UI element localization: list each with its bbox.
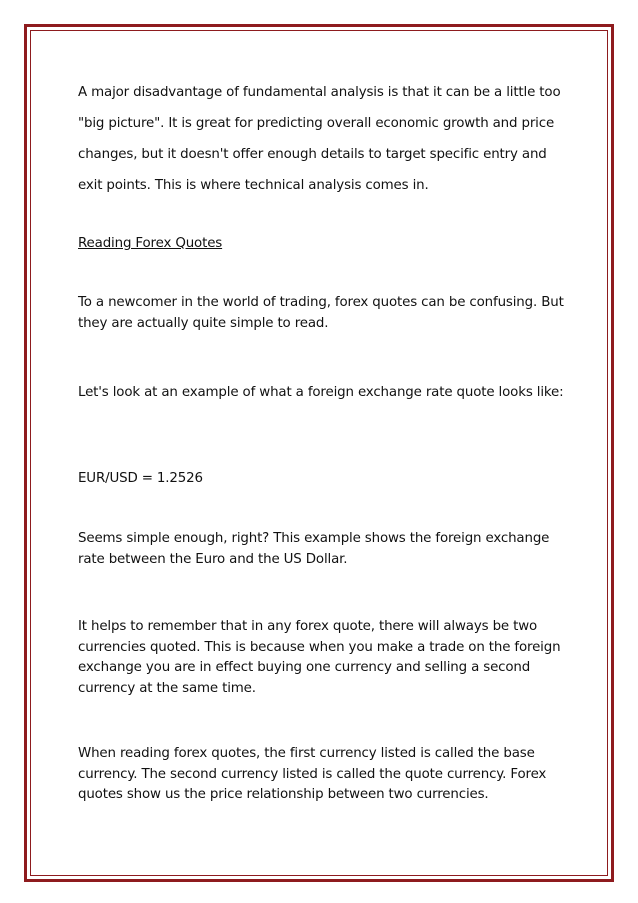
paragraph-base-quote: When reading forex quotes, the first currency listed is called the base currency. The second currency listed is called the quote currency. Forex quotes show us the price relationship between two currencies. bbox=[78, 746, 547, 802]
document-body bbox=[78, 77, 568, 802]
intro-paragraph: A major disadvantage of fundamental analysis is that it can be a little too "big picture". It is great for predicting overall economic growth and price changes, but it doesn't offer enough details to target specific entry and exit points. This is where technical analysis comes in. bbox=[78, 85, 561, 193]
paragraph-two-currencies: It helps to remember that in any forex quote, there will always be two currencies quoted. This is because when you make a trade on the foreign exchange you are in effect buying one currency and selling a second currency at the same time. bbox=[78, 619, 561, 696]
paragraph-newcomer: To a newcomer in the world of trading, forex quotes can be confusing. But they are actually quite simple to read. bbox=[78, 295, 564, 331]
paragraph-quote-example: EUR/USD = 1.2526 bbox=[78, 471, 203, 486]
section-heading: Reading Forex Quotes bbox=[78, 236, 223, 251]
paragraph-example-intro: Let's look at an example of what a foreign exchange rate quote looks like: bbox=[78, 385, 564, 400]
paragraph-simple-enough: Seems simple enough, right? This example shows the foreign exchange rate between the Euro and the US Dollar. bbox=[78, 531, 550, 567]
